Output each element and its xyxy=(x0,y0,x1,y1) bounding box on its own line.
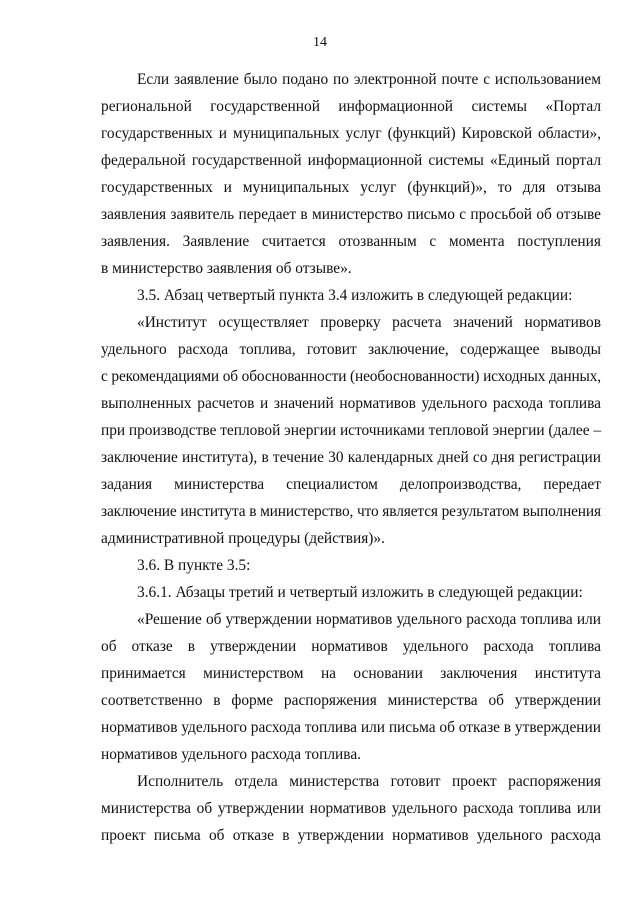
text-line: министерства об утверждении нормативов удельного расхода топлива или xyxy=(101,800,601,817)
text-line: удельного расхода топлива, готовит заключение, содержащее выводы xyxy=(101,341,601,358)
text-line: проект письма об отказе в утверждении нормативов удельного расхода xyxy=(101,827,601,844)
text-line: заявления заявитель передает в министерство письмо с просьбой об отзыве xyxy=(101,206,601,223)
text-line: нормативов удельного расхода топлива или письма об отказе в утверждении xyxy=(101,719,601,736)
text-line: заключение института), в течение 30 календарных дней со дня регистрации xyxy=(101,449,601,466)
paragraph-institute-check xyxy=(101,309,601,552)
paragraph-executor xyxy=(101,768,601,849)
text-line: федеральной государственной информационной системы «Единый портал xyxy=(101,152,601,169)
text-line: соответственно в форме распоряжения министерства об утверждении xyxy=(101,692,601,709)
text-line: 3.6. В пункте 3.5: xyxy=(137,557,251,574)
text-line: в министерство заявления об отзыве». xyxy=(101,260,352,277)
paragraph-item-3-6 xyxy=(101,552,601,579)
text-line: при производстве тепловой энергии источниками тепловой энергии (далее – xyxy=(101,422,602,439)
text-line: государственных и муниципальных услуг (функций) Кировской области», xyxy=(101,125,601,142)
text-line: «Решение об утверждении нормативов удельного расхода топлива или xyxy=(137,611,601,628)
text-line: Если заявление было подано по электронной почте с использованием xyxy=(137,71,601,88)
text-line: «Институт осуществляет проверку расчета значений нормативов xyxy=(137,314,601,331)
text-line: с рекомендациями об обоснованности (необоснованности) исходных данных, xyxy=(101,368,602,385)
text-line: нормативов удельного расхода топлива. xyxy=(101,746,362,763)
text-line: 3.5. Абзац четвертый пункта 3.4 изложить в следующей редакции: xyxy=(137,287,573,304)
text-line: об отказе в утверждении нормативов удельного расхода топлива xyxy=(101,638,601,655)
text-line: принимается министерством на основании заключения института xyxy=(101,665,601,682)
paragraph-decision xyxy=(101,606,601,768)
paragraph-email-withdrawal xyxy=(101,66,601,282)
text-line: 3.6.1. Абзацы третий и четвертый изложить в следующей редакции: xyxy=(137,584,583,601)
text-line: государственных и муниципальных услуг (функций)», то для отзыва xyxy=(101,179,601,196)
page-number: 14 xyxy=(313,35,327,50)
text-line: задания министерства специалистом делопроизводства, передает xyxy=(101,476,601,493)
text-line: административной процедуры (действия)». xyxy=(101,530,385,547)
text-line: региональной государственной информационной системы «Портал xyxy=(101,98,601,115)
text-line: Исполнитель отдела министерства готовит проект распоряжения xyxy=(137,773,601,790)
paragraph-item-3-5 xyxy=(101,282,601,309)
text-line: выполненных расчетов и значений нормативов удельного расхода топлива xyxy=(101,395,601,412)
text-line: заявления. Заявление считается отозванным с момента поступления xyxy=(101,233,601,250)
document-body xyxy=(101,66,601,849)
text-line: заключение института в министерство, что является результатом выполнения xyxy=(101,503,601,520)
paragraph-item-3-6-1 xyxy=(101,579,601,606)
